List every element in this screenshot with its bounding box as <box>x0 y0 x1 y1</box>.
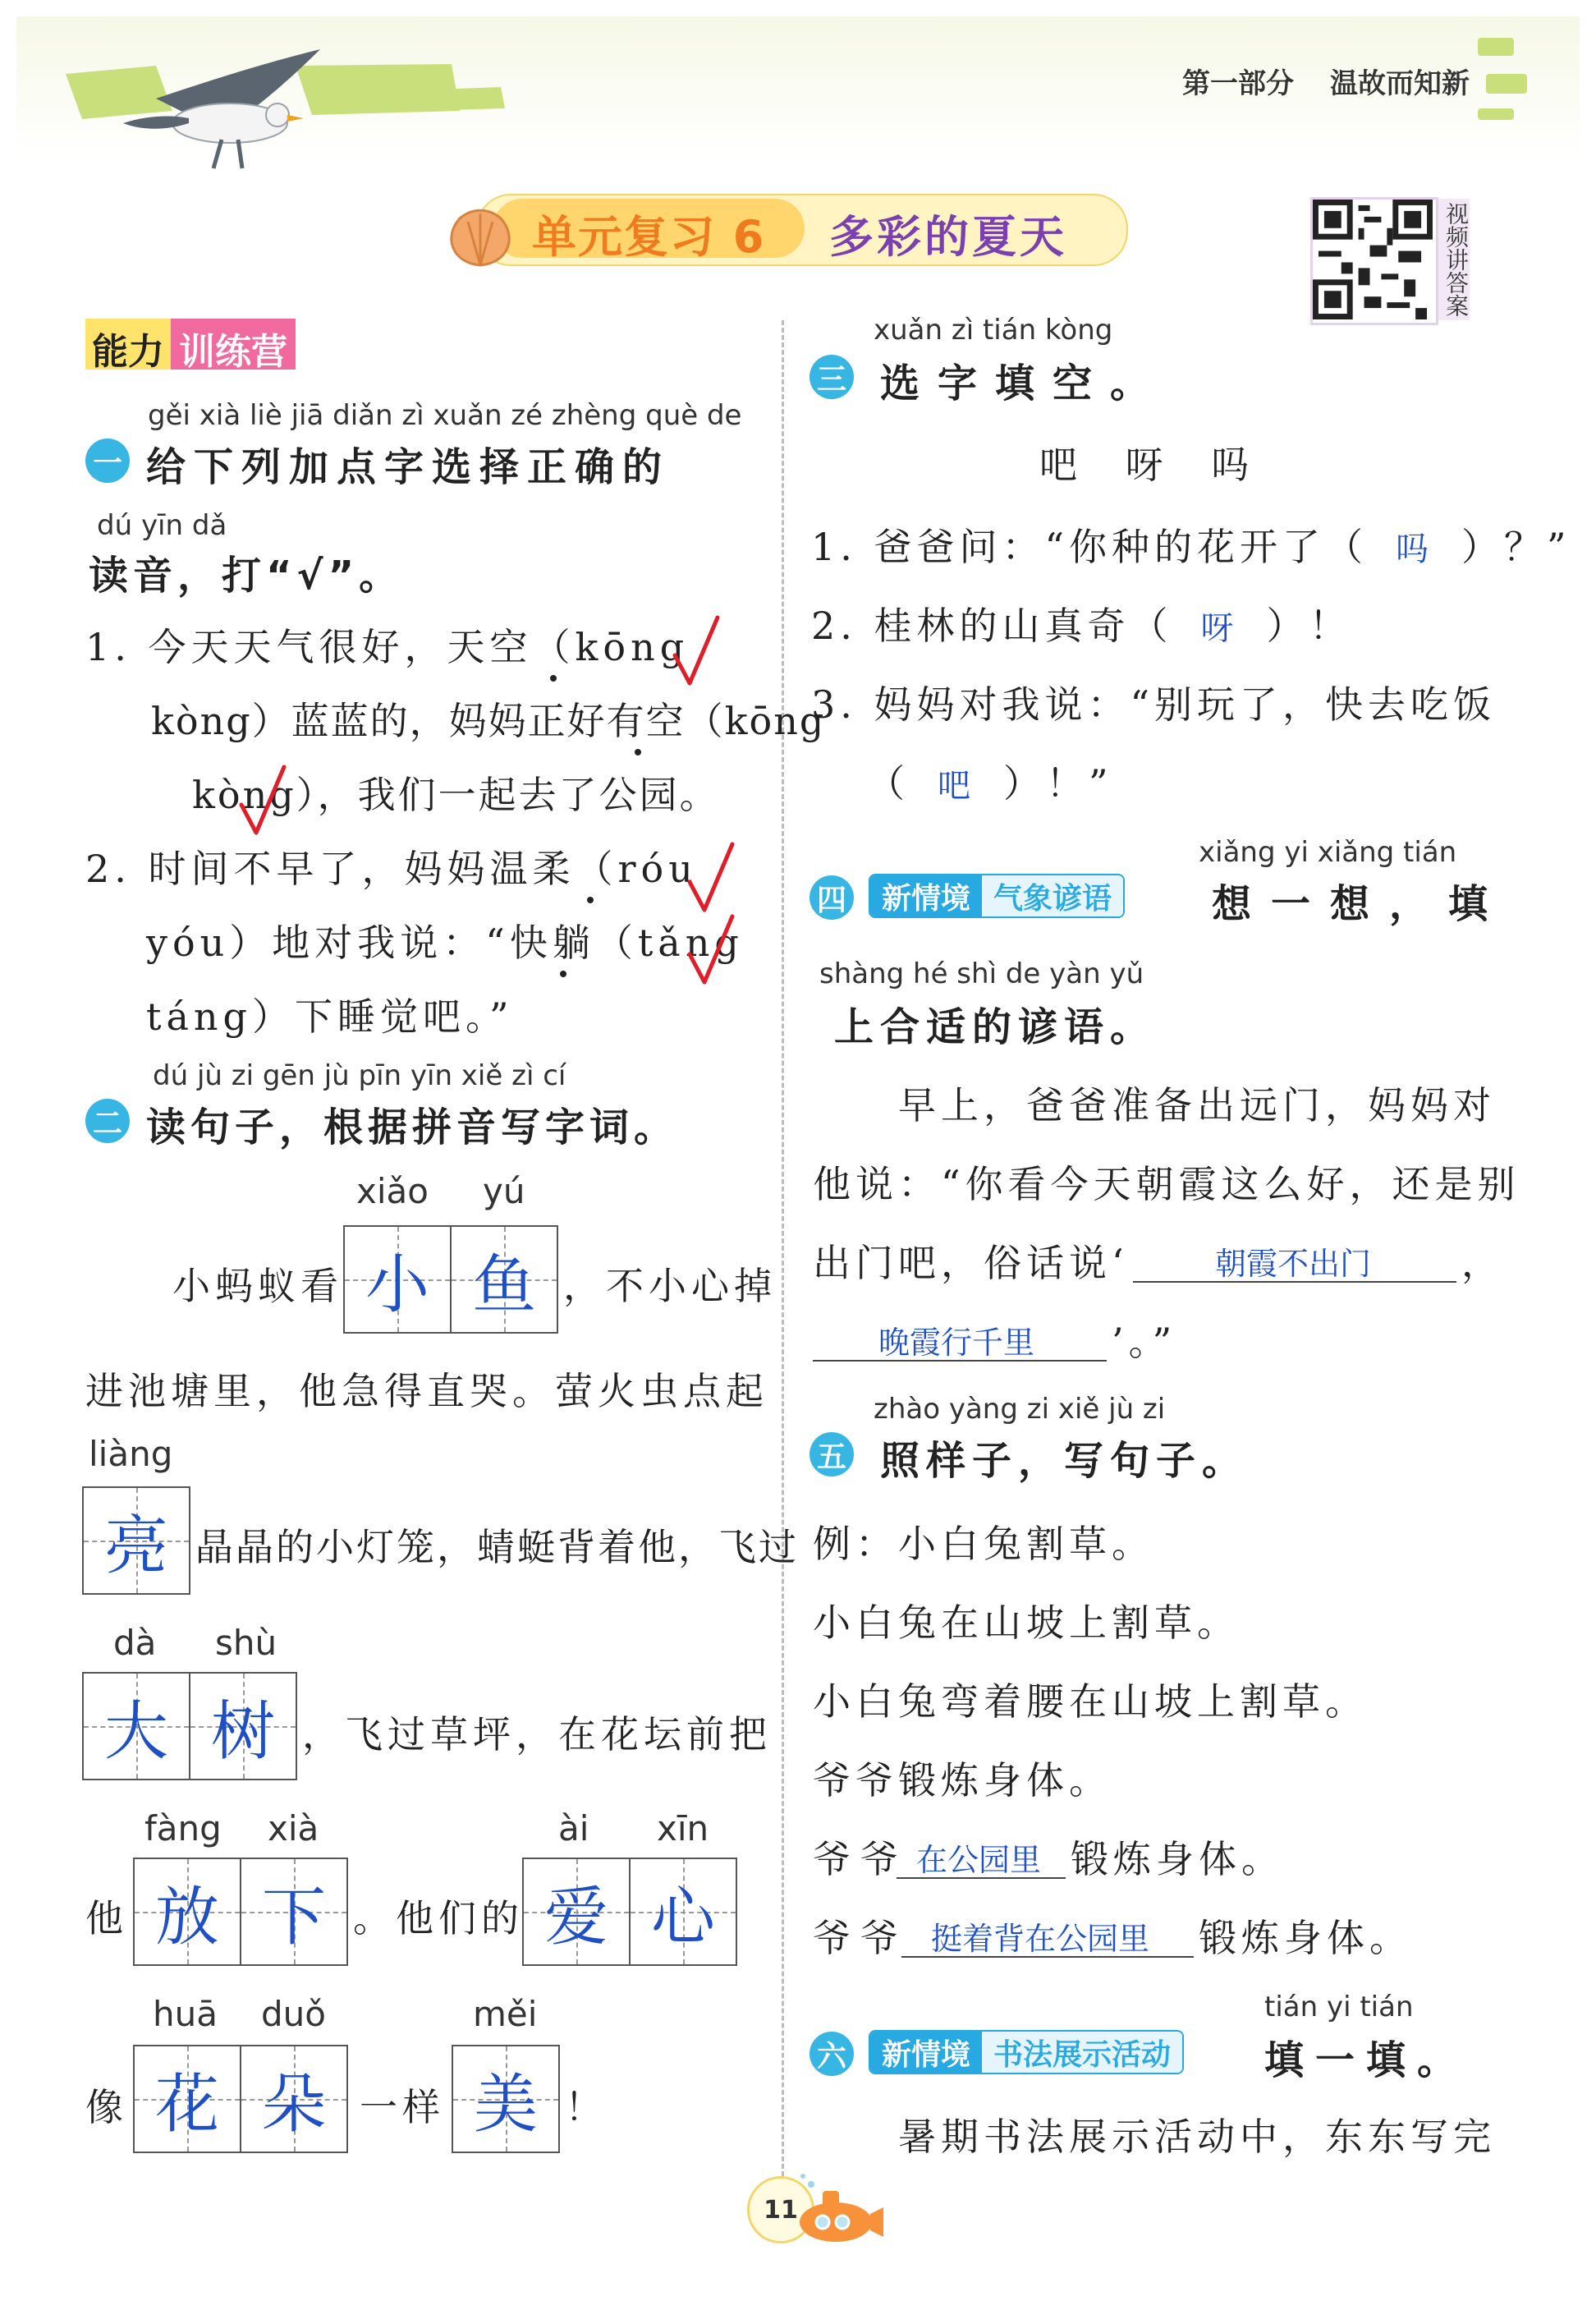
answer-cell <box>241 2046 346 2152</box>
q4-title: 想一想，填 <box>1212 881 1508 927</box>
pinyin-yu: yú <box>483 1171 525 1211</box>
q3-item3-answer: 吧 <box>938 767 975 805</box>
q3-item2-answer: 呀 <box>1200 609 1239 647</box>
shell-icon <box>443 204 517 269</box>
answer-char: 朵 <box>261 2068 326 2142</box>
q4-context-tag <box>869 874 1125 918</box>
q4-text4-post: ’。” <box>1112 1320 1177 1364</box>
qr-label: 视频讲答案 <box>1438 199 1470 320</box>
q5-example1: 例：小白兔割草。 <box>813 1522 1154 1566</box>
q4-pinyin2: shàng hé shì de yàn yǔ <box>819 958 1144 990</box>
q1-pinyin: gěi xià liè jiā diǎn zì xuǎn zé zhèng què de <box>148 399 742 432</box>
q4-number: 四 <box>809 875 854 920</box>
q1-item2-line2: yóu）地对我说：“快躺（tǎng <box>146 921 744 965</box>
answer-char: 大 <box>103 1695 168 1769</box>
answer-cell <box>135 2046 241 2152</box>
check-mark-icon <box>238 764 287 838</box>
qr-code-icon <box>1313 200 1433 319</box>
answer-cell <box>241 1859 346 1964</box>
answer-char: 树 <box>210 1695 275 1769</box>
answer-char: 花 <box>154 2068 219 2142</box>
q3-item1-pre: 1. 爸爸问：“你种的花开了（ <box>811 525 1369 569</box>
q1-title: 给下列加点字选择正确的 <box>146 444 671 490</box>
q6-tag-b: 书法展示活动 <box>982 2030 1182 2074</box>
q2-text2: 进池塘里，他急得直哭。萤火虫点起 <box>85 1369 768 1413</box>
seagull-illustration <box>66 33 509 172</box>
q3-item1 <box>811 517 1571 572</box>
answer-char: 鱼 <box>471 1248 536 1322</box>
unit-title: 多彩的夏天 <box>829 211 1067 263</box>
q3-pinyin: xuǎn zì tián kòng <box>874 314 1113 347</box>
q1-item1-line2: kòng）蓝蓝的，妈妈正好有空（kōng <box>151 699 826 743</box>
q4-pinyin: xiǎng yi xiǎng tián <box>1199 836 1457 869</box>
answer-grid-liang <box>82 1486 190 1595</box>
q2-text4: ，飞过草坪，在花坛前把 <box>302 1712 772 1757</box>
q4-title2: 上合适的谚语。 <box>834 1004 1157 1050</box>
header-part: 第一部分 <box>1182 67 1294 100</box>
answer-cell <box>524 1859 631 1964</box>
q4-answer2: 晚霞行千里 <box>878 1325 1035 1361</box>
q6-number: 六 <box>809 2032 854 2076</box>
q1-title2: 读音，打“√”。 <box>89 553 404 599</box>
pinyin-ai: ài <box>558 1808 589 1848</box>
q5-number: 五 <box>809 1432 854 1476</box>
pinyin-liang: liàng <box>89 1434 173 1474</box>
q1-item2-line1: 2. 时间不早了，妈妈温柔（róu <box>85 847 698 891</box>
pinyin-xin: xīn <box>657 1808 709 1848</box>
q6-context-tag <box>869 2030 1184 2074</box>
pinyin-xiao: xiǎo <box>356 1171 429 1211</box>
q3-item1-post: ）？” <box>1461 525 1571 569</box>
check-mark-icon <box>686 913 736 987</box>
q1-item1-line1: 1. 今天天气很好，天空（kōng <box>85 625 690 669</box>
q1-pinyin2: dú yīn dǎ <box>97 509 227 542</box>
q4-answer1: 朝霞不出门 <box>1215 1246 1372 1282</box>
q3-item3-line1: 3. 妈妈对我说：“别玩了，快去吃饭 <box>811 682 1497 727</box>
q5-pinyin: zhào yàng zi xiě jù zi <box>874 1393 1166 1426</box>
q5-answer2: 挺着背在公园里 <box>931 1921 1150 1957</box>
answer-cell <box>453 2046 558 2152</box>
q4-text2: 他说：“你看今天朝霞这么好，还是别 <box>813 1162 1520 1206</box>
q2-text6-end: ！ <box>565 2085 608 2129</box>
answer-cell <box>84 1488 189 1593</box>
answer-grid-huaduo <box>133 2045 348 2153</box>
submarine-icon <box>788 2168 887 2247</box>
q3-item3-open: （ <box>867 761 910 806</box>
answer-char: 下 <box>261 1881 326 1954</box>
answer-grid-mei <box>452 2045 560 2153</box>
q3-item2-post: ）！ <box>1266 604 1352 648</box>
q2-pinyin: dú jù zi gēn jù pīn yīn xiě zì cí <box>153 1059 566 1092</box>
q4-text3-post: ， <box>1461 1241 1504 1285</box>
q2-text5-pre: 他 <box>85 1896 128 1940</box>
q2-text6-mid: 一样 <box>360 2085 445 2129</box>
q5-sentence3-post: 锻炼身体。 <box>1199 1916 1412 1960</box>
q4-tag-b: 气象谚语 <box>982 874 1123 918</box>
q3-item3-post: ）！” <box>1003 761 1113 806</box>
q5-sentence1: 爷爷锻炼身体。 <box>813 1758 1112 1803</box>
answer-grid-xiaoyu <box>343 1225 558 1334</box>
header-section: 温故而知新 <box>1330 67 1470 100</box>
pinyin-xia: xià <box>268 1808 319 1848</box>
pinyin-fang: fàng <box>144 1808 222 1848</box>
q3-item2 <box>811 596 1352 650</box>
unit-label: 单元复习 6 <box>532 211 766 263</box>
answer-cell <box>135 1859 241 1964</box>
pinyin-shu: shù <box>215 1623 277 1663</box>
q4-tag-a: 新情境 <box>870 874 982 918</box>
page-number: 11 <box>764 2195 798 2225</box>
answer-grid-fangxia <box>133 1858 348 1966</box>
q5-sentence2-post: 锻炼身体。 <box>1071 1837 1284 1881</box>
emphasis-dot <box>587 897 594 903</box>
answer-char: 美 <box>473 2068 538 2142</box>
emphasis-dot <box>635 749 641 755</box>
q1-number: 一 <box>85 439 130 483</box>
banner-ability-b: 训练营 <box>171 319 296 370</box>
q2-text6-pre: 像 <box>85 2085 128 2129</box>
q3-number: 三 <box>809 355 854 399</box>
q1-item2-line3: táng）下睡觉吧。” <box>146 994 514 1039</box>
q3-item3-line2 <box>867 754 1113 808</box>
q3-item1-answer: 吗 <box>1396 530 1434 568</box>
pinyin-duo: duǒ <box>261 1994 326 2034</box>
emphasis-dot <box>560 971 566 977</box>
pinyin-hua: huā <box>153 1994 218 2034</box>
answer-char: 放 <box>154 1881 219 1954</box>
q5-sentence2-pre: 爷爷 <box>813 1837 908 1881</box>
q6-title: 填一填。 <box>1264 2037 1469 2083</box>
answer-cell <box>190 1674 296 1779</box>
q5-title: 照样子，写句子。 <box>880 1438 1249 1484</box>
pinyin-mei: měi <box>473 1994 538 2034</box>
banner-ability-a: 能力 <box>85 319 171 370</box>
q4-text3-pre: 出门吧，俗话说‘ <box>813 1241 1129 1285</box>
q1-item1-line3: kòng），我们一起去了公园。 <box>192 773 720 817</box>
banner-ability <box>85 319 296 373</box>
answer-cell <box>84 1674 190 1779</box>
answer-cell <box>631 1859 736 1964</box>
q6-tag-a: 新情境 <box>870 2030 982 2074</box>
check-mark-icon <box>686 841 736 915</box>
q5-example3: 小白兔弯着腰在山坡上割草。 <box>813 1679 1368 1724</box>
q4-text1: 早上，爸爸准备出远门，妈妈对 <box>898 1083 1496 1127</box>
answer-char: 心 <box>650 1881 715 1954</box>
answer-grid-aixin <box>522 1858 737 1966</box>
answer-char: 亮 <box>103 1509 168 1583</box>
q6-pinyin: tián yi tián <box>1264 1991 1414 2023</box>
answer-cell <box>345 1227 452 1332</box>
q5-answer1: 在公园里 <box>916 1842 1042 1878</box>
pinyin-da: dà <box>113 1623 157 1663</box>
q2-text1-pre: 小蚂蚁看 <box>172 1264 343 1308</box>
header-accent <box>1478 33 1527 123</box>
answer-cell <box>452 1227 557 1332</box>
emphasis-dot <box>550 675 557 682</box>
q2-text1-post: ，不小心掉 <box>563 1264 777 1308</box>
check-mark-icon <box>672 614 721 688</box>
q2-text5-mid: 。他们的 <box>353 1896 524 1940</box>
qr-code[interactable] <box>1310 197 1438 325</box>
answer-char: 小 <box>365 1248 429 1322</box>
column-divider <box>782 320 784 2176</box>
q3-item2-pre: 2. 桂林的山真奇（ <box>811 604 1173 648</box>
q2-number: 二 <box>85 1099 130 1143</box>
q2-title: 读句子，根据拼音写字词。 <box>146 1104 679 1150</box>
q5-example2: 小白兔在山坡上割草。 <box>813 1600 1240 1645</box>
q3-title: 选字填空。 <box>880 361 1168 406</box>
answer-grid-dashu <box>82 1672 297 1780</box>
q5-sentence3-pre: 爷爷 <box>813 1916 908 1960</box>
answer-char: 爱 <box>543 1881 608 1954</box>
q6-text1: 暑期书法展示活动中，东东写完 <box>898 2115 1496 2159</box>
q2-text3: 晶晶的小灯笼，蜻蜓背着他，飞过 <box>195 1525 799 1569</box>
q3-choices: 吧 呀 吗 <box>1039 443 1268 487</box>
